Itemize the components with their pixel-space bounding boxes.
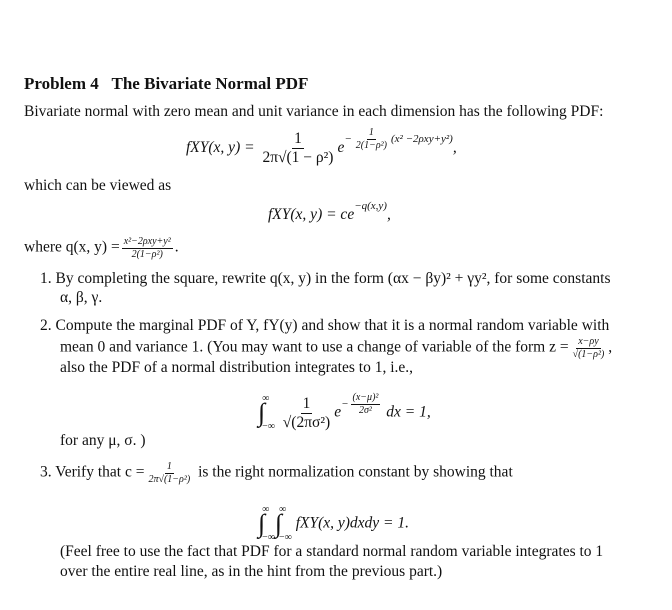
equation-normal-integral: ∫ ∞ −∞ $\frac{1}{\text{√(2πσ²)}}$ $e^{- \frac{\text{(x−μ)²}}{\text{2σ²}}}$ dx = 1, <box>258 392 431 432</box>
list-item-3: 3. Verify that c = $\frac{1}{\text{2π√(1−ρ²)}}$ is the right normalization constant by showing that <box>40 461 513 485</box>
equation-exp-form: fXY(x, $y) = ce^{-q(x,y)}$, <box>268 200 391 223</box>
problem-title: The Bivariate Normal PDF <box>111 74 309 93</box>
list-item-2: 2. Compute the marginal PDF of Y, fY(y) and show that it is a normal random variable with <box>40 317 610 334</box>
list-item-1-cont: α, β, γ. <box>60 289 103 306</box>
list-item-2-after: for any μ, σ. ) <box>60 432 146 449</box>
viewed-text: which can be viewed as <box>24 177 172 194</box>
equation-double-integral: ∫ ∞ −∞ ∫ ∞ −∞ fXY(x, y)dxdy = 1. <box>258 504 410 543</box>
hint-line-1: (Feel free to use the fact that PDF for a standard normal random variable integrates to 1 <box>60 543 604 560</box>
list-item-2-cont: mean 0 and variance 1. (You may want to use a change of variable of the form z = $\frac{x-\rho y}{\text{√(1−ρ²)}}$ , <box>60 336 613 360</box>
list-item-1: 1. By completing the square, rewrite q(x, y) in the form (αx − βy)² + γy², for some constants <box>40 270 611 287</box>
hint-line-2: over the entire real line, as in the hint from the previous part.) <box>60 563 443 580</box>
problem-number: Problem 4 <box>24 74 99 93</box>
where-definition: where q(x, y) = x²−2ρxy+y² 2(1−ρ²) . <box>24 236 179 260</box>
equation-pdf: fXY(x, y) = $\frac{1}{\text{2π√(1 − ρ²)}}$ $e^{- \frac{1}{\text{2(1−ρ²)}} (x^2 -2\rho xy+y^2)}$, <box>186 127 457 166</box>
problem-heading <box>24 75 308 93</box>
list-item-2-cont2: also the PDF of a normal distribution integrates to 1, i.e., <box>60 359 414 376</box>
intro-text: Bivariate normal with zero mean and unit variance in each dimension has the following PDF: <box>24 103 604 120</box>
